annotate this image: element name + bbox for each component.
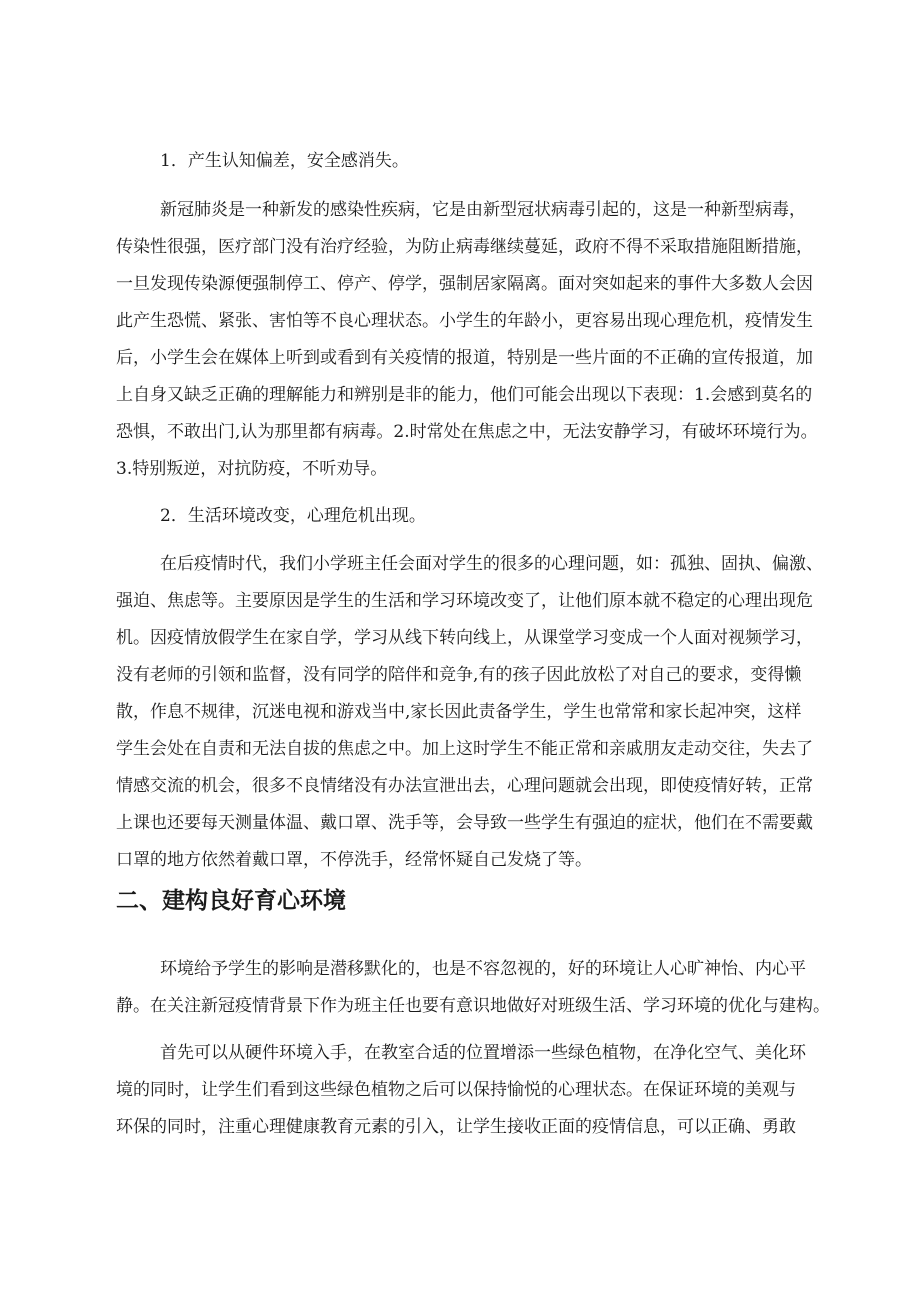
paragraph-line: 首先可以从硬件环境入手，在教室合适的位置增添一些绿色植物，在净化空气、美化环 [160,1043,806,1063]
paragraph-line: 上课也还要每天测量体温、戴口罩、洗手等，会导致一些学生有强迫的症状，他们在不需要戴 [116,813,813,833]
paragraph-line: 恐惧，不敢出门,认为那里都有病毒。2.时常处在焦虑之中，无法安静学习，有破坏环境行为。 [116,422,818,442]
paragraph-line: 此产生恐慌、紧张、害怕等不良心理状态。小学生的年龄小，更容易出现心理危机，疫情发生 [116,311,813,331]
section-heading: 二、建构良好育心环境 [116,888,346,914]
paragraph-line: 一旦发现传染源便强制停工、停产、停学，强制居家隔离。面对突如起来的事件大多数人会因 [116,274,813,294]
paragraph-line: 机。因疫情放假学生在家自学，学习从线下转向线上，从课堂学习变成一个人面对视频学习， [116,628,813,648]
paragraph-line: 情感交流的机会，很多不良情绪没有办法宣泄出去，心理问题就会出现，即使疫情好转，正常 [116,776,813,796]
paragraph-line: 传染性很强，医疗部门没有治疗经验，为防止病毒继续蔓延，政府不得不采取措施阻断措施， [116,237,813,257]
paragraph-line: 口罩的地方依然着戴口罩，不停洗手，经常怀疑自己发烧了等。 [116,850,592,870]
subheading-1: 1．产生认知偏差，安全感消失。 [160,151,409,171]
paragraph-line: 环保的同时，注重心理健康教育元素的引入，让学生接收正面的疫情信息，可以正确、勇敢 [116,1117,796,1137]
paragraph-line: 学生会处在自责和无法自拔的焦虑之中。加上这时学生不能正常和亲戚朋友走动交往，失去了 [116,739,813,759]
paragraph-line: 静。在关注新冠疫情背景下作为班主任也要有意识地做好对班级生活、学习环境的优化与建构。 [116,996,830,1016]
paragraph-line: 散，作息不规律，沉迷电视和游戏当中,家长因此责备学生，学生也常常和家长起冲突，这样 [116,702,802,722]
paragraph-line: 上自身又缺乏正确的理解能力和辨别是非的能力，他们可能会出现以下表现：1.会感到莫名的 [116,385,813,405]
subheading-2: 2．生活环境改变，心理危机出现。 [160,506,426,526]
paragraph-line: 后，小学生会在媒体上听到或看到有关疫情的报道，特别是一些片面的不正确的宣传报道，加 [116,348,813,368]
paragraph-line: 境的同时，让学生们看到这些绿色植物之后可以保持愉悦的心理状态。在保证环境的美观与 [116,1080,796,1100]
paragraph-line: 新冠肺炎是一种新发的感染性疾病，它是由新型冠状病毒引起的，这是一种新型病毒， [160,200,806,220]
paragraph-line: 环境给予学生的影响是潜移默化的，也是不容忽视的，好的环境让人心旷神怡、内心平 [160,959,806,979]
paragraph-line: 强迫、焦虑等。主要原因是学生的生活和学习环境改变了，让他们原本就不稳定的心理出现危 [116,591,813,611]
paragraph-line: 没有老师的引领和监督，没有同学的陪伴和竞争,有的孩子因此放松了对自己的要求，变得懒 [116,665,802,685]
paragraph-line: 3.特别叛逆，对抗防疫，不听劝导。 [116,459,388,479]
paragraph-line: 在后疫情时代，我们小学班主任会面对学生的很多的心理问题，如：孤独、固执、偏激、 [160,554,823,574]
